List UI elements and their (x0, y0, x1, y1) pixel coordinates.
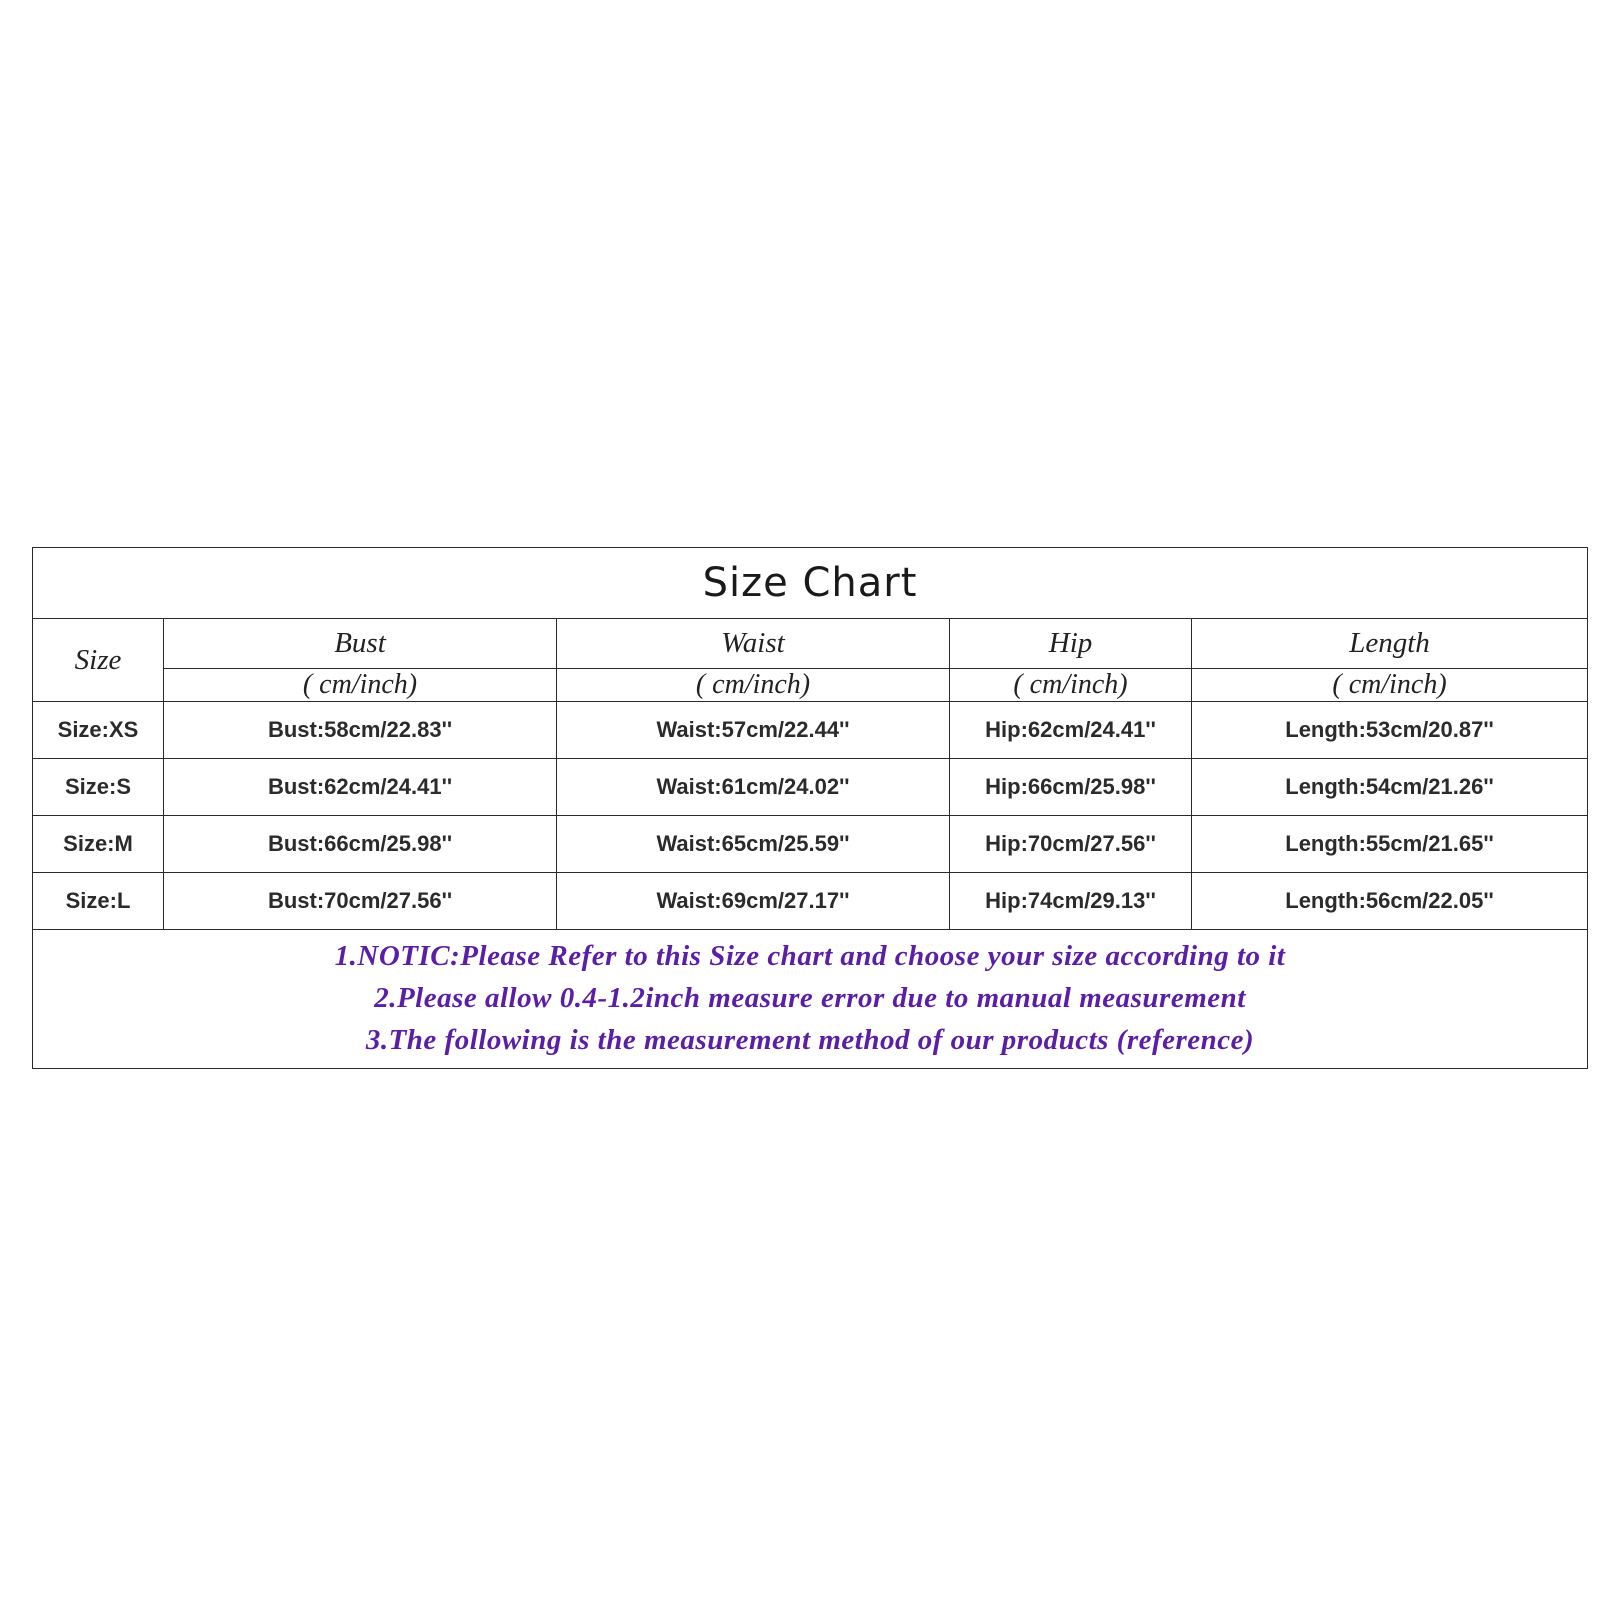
size-cell: Size:S (33, 759, 164, 816)
hip-cell: Hip:70cm/27.56'' (950, 816, 1192, 873)
note-line: 1.NOTIC:Please Refer to this Size chart and choose your size according to it (334, 940, 1286, 972)
length-cell: Length:53cm/20.87'' (1192, 702, 1588, 759)
bust-cell: Bust:62cm/24.41'' (164, 759, 557, 816)
hip-unit: ( cm/inch) (950, 669, 1192, 702)
table-row (33, 702, 1588, 759)
table-row (33, 873, 1588, 930)
waist-header: Waist (557, 619, 950, 669)
hip-header: Hip (950, 619, 1192, 669)
size-header: Size (33, 619, 164, 702)
size-cell: Size:L (33, 873, 164, 930)
size-cell: Size:XS (33, 702, 164, 759)
bust-cell: Bust:66cm/25.98'' (164, 816, 557, 873)
table-row (33, 759, 1588, 816)
header-row (33, 619, 1588, 669)
waist-cell: Waist:65cm/25.59'' (557, 816, 950, 873)
waist-unit: ( cm/inch) (557, 669, 950, 702)
size-cell: Size:M (33, 816, 164, 873)
unit-row (33, 669, 1588, 702)
notes-section (33, 930, 1588, 1069)
size-chart-table (32, 547, 1588, 1069)
bust-cell: Bust:70cm/27.56'' (164, 873, 557, 930)
waist-cell: Waist:69cm/27.17'' (557, 873, 950, 930)
hip-cell: Hip:62cm/24.41'' (950, 702, 1192, 759)
bust-unit: ( cm/inch) (164, 669, 557, 702)
table-row (33, 816, 1588, 873)
bust-header: Bust (164, 619, 557, 669)
waist-cell: Waist:57cm/22.44'' (557, 702, 950, 759)
note-line: 3.The following is the measurement method of our products (reference) (365, 1024, 1255, 1056)
title-row (33, 548, 1588, 619)
bust-cell: Bust:58cm/22.83'' (164, 702, 557, 759)
length-cell: Length:56cm/22.05'' (1192, 873, 1588, 930)
hip-cell: Hip:74cm/29.13'' (950, 873, 1192, 930)
hip-cell: Hip:66cm/25.98'' (950, 759, 1192, 816)
length-cell: Length:54cm/21.26'' (1192, 759, 1588, 816)
length-unit: ( cm/inch) (1192, 669, 1588, 702)
waist-cell: Waist:61cm/24.02'' (557, 759, 950, 816)
notes-row (33, 930, 1588, 1069)
length-cell: Length:55cm/21.65'' (1192, 816, 1588, 873)
length-header: Length (1192, 619, 1588, 669)
note-line: 2.Please allow 0.4-1.2inch measure error due to manual measurement (374, 982, 1246, 1014)
chart-title: Size Chart (33, 548, 1588, 619)
